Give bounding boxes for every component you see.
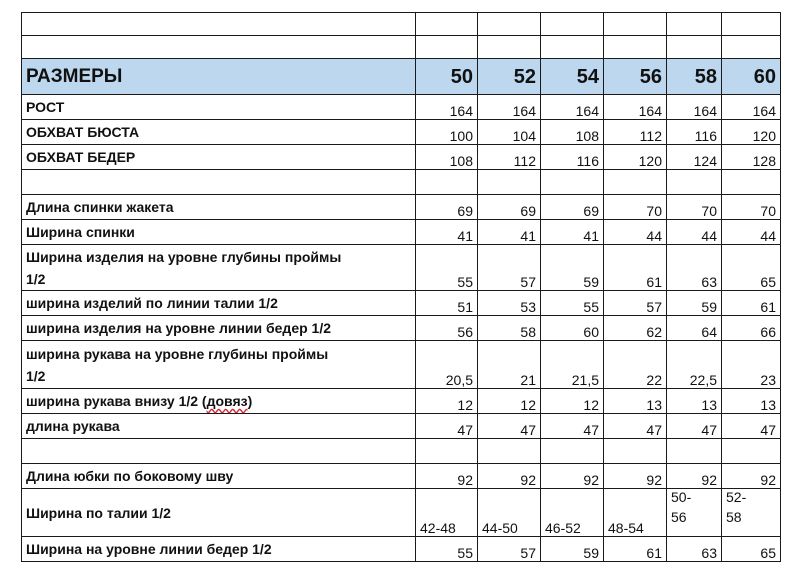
- row-label: ширина изделия на уровне линии бедер 1/2: [22, 316, 416, 341]
- cell-value: 44: [604, 220, 667, 245]
- cell-value: 13: [667, 389, 722, 414]
- cell-value: 112: [604, 120, 667, 145]
- size-header: 54: [541, 59, 604, 95]
- row-label: Ширина по талии 1/2: [22, 489, 416, 537]
- cell-value: 21,5: [541, 341, 604, 389]
- row-label: ОБХВАТ БЕДЕР: [22, 145, 416, 170]
- cell-value: 124: [667, 145, 722, 170]
- table-row: [22, 341, 781, 389]
- size-header: 60: [722, 59, 781, 95]
- cell-value: 120: [604, 145, 667, 170]
- cell-value: 13: [604, 389, 667, 414]
- row-label: Ширина спинки: [22, 220, 416, 245]
- cell-value: 59: [667, 291, 722, 316]
- cell-value: 53: [478, 291, 541, 316]
- cell-value: 92: [722, 464, 781, 489]
- table-row: [22, 537, 781, 562]
- table-row: [22, 95, 781, 120]
- row-label-part: ): [247, 393, 253, 409]
- size-header: 58: [667, 59, 722, 95]
- size-header: 56: [604, 59, 667, 95]
- cell-value-top: 50-: [671, 489, 692, 505]
- table-row: [22, 414, 781, 439]
- row-label: Длина юбки по боковому шву: [22, 464, 416, 489]
- cell-value: 60: [541, 316, 604, 341]
- cell-value-bottom: 58: [726, 509, 742, 525]
- cell-value: 164: [478, 95, 541, 120]
- size-chart-table: [21, 12, 781, 562]
- cell-value: 42-48: [416, 489, 478, 537]
- cell-value: 128: [722, 145, 781, 170]
- cell-value: 116: [667, 120, 722, 145]
- cell-value: 55: [541, 291, 604, 316]
- cell-value: 61: [722, 291, 781, 316]
- cell-value: 164: [722, 95, 781, 120]
- cell-value: 47: [604, 414, 667, 439]
- row-label: Ширина на уровне линии бедер 1/2: [22, 537, 416, 562]
- cell-value: 55: [416, 537, 478, 562]
- cell-value: 20,5: [416, 341, 478, 389]
- table-row: [22, 316, 781, 341]
- row-label: длина рукава: [22, 414, 416, 439]
- cell-value-split: [722, 489, 781, 537]
- cell-value: 44: [722, 220, 781, 245]
- cell-value: 108: [416, 145, 478, 170]
- cell-value: 116: [541, 145, 604, 170]
- cell-value: 51: [416, 291, 478, 316]
- spellcheck-marked-word: довяз: [206, 393, 248, 409]
- header-label: РАЗМЕРЫ: [22, 59, 416, 95]
- cell-value: 64: [667, 316, 722, 341]
- cell-value: 108: [541, 120, 604, 145]
- cell-value: 62: [604, 316, 667, 341]
- blank-row: [22, 170, 781, 195]
- row-label-line: 1/2: [26, 367, 46, 384]
- cell-value: 58: [478, 316, 541, 341]
- cell-value: 104: [478, 120, 541, 145]
- cell-value: 47: [416, 414, 478, 439]
- cell-value: 56: [416, 316, 478, 341]
- row-label: ОБХВАТ БЮСТА: [22, 120, 416, 145]
- cell-value: 47: [722, 414, 781, 439]
- blank-row: [22, 36, 781, 59]
- table-row: [22, 145, 781, 170]
- cell-value: 47: [541, 414, 604, 439]
- cell-value: 92: [478, 464, 541, 489]
- cell-value: 164: [667, 95, 722, 120]
- row-label-line: ширина рукава на уровне глубины проймы: [26, 345, 329, 362]
- cell-value: 47: [667, 414, 722, 439]
- cell-value: 47: [478, 414, 541, 439]
- row-label: Длина спинки жакета: [22, 195, 416, 220]
- cell-value: 63: [667, 245, 722, 291]
- cell-value: 22: [604, 341, 667, 389]
- cell-value: 66: [722, 316, 781, 341]
- cell-value: 23: [722, 341, 781, 389]
- cell-value: 41: [541, 220, 604, 245]
- row-label-part: ширина рукава внизу 1/2 (: [26, 393, 207, 409]
- cell-value: 92: [541, 464, 604, 489]
- cell-value: 69: [541, 195, 604, 220]
- cell-value: 12: [416, 389, 478, 414]
- cell-value: 100: [416, 120, 478, 145]
- cell-value: 59: [541, 537, 604, 562]
- cell-value: 70: [722, 195, 781, 220]
- cell-value: 164: [416, 95, 478, 120]
- cell-value: 59: [541, 245, 604, 291]
- cell-value: 92: [667, 464, 722, 489]
- cell-value: 112: [478, 145, 541, 170]
- table-row: [22, 120, 781, 145]
- cell-value-bottom: 56: [671, 509, 687, 525]
- row-label: ширина изделий по линии талии 1/2: [22, 291, 416, 316]
- cell-value: 57: [604, 291, 667, 316]
- header-row: [22, 59, 781, 95]
- cell-value: 44: [667, 220, 722, 245]
- cell-value: 92: [604, 464, 667, 489]
- table-row: [22, 220, 781, 245]
- table-row: [22, 489, 781, 537]
- cell-value: 120: [722, 120, 781, 145]
- row-label: РОСТ: [22, 95, 416, 120]
- cell-value: 13: [722, 389, 781, 414]
- row-label: [22, 245, 416, 291]
- cell-value: 12: [478, 389, 541, 414]
- table-row: [22, 464, 781, 489]
- cell-value: 41: [416, 220, 478, 245]
- cell-value: 44-50: [478, 489, 541, 537]
- cell-value-top: 52-: [726, 489, 747, 505]
- row-label-line: Ширина изделия на уровне глубины проймы: [26, 248, 342, 265]
- table-row: [22, 389, 781, 414]
- cell-value: 92: [416, 464, 478, 489]
- cell-value: 46-52: [541, 489, 604, 537]
- row-label: [22, 341, 416, 389]
- cell-value: 70: [604, 195, 667, 220]
- row-label: [22, 389, 416, 414]
- cell-value: 164: [541, 95, 604, 120]
- cell-value: 22,5: [667, 341, 722, 389]
- cell-value: 164: [604, 95, 667, 120]
- cell-value: 57: [478, 245, 541, 291]
- table-row: [22, 245, 781, 291]
- cell-value: 65: [722, 245, 781, 291]
- cell-value: 69: [416, 195, 478, 220]
- table-row: [22, 291, 781, 316]
- cell-value: 65: [722, 537, 781, 562]
- cell-value: 55: [416, 245, 478, 291]
- cell-value: 12: [541, 389, 604, 414]
- table-row: [22, 195, 781, 220]
- row-label-line: 1/2: [26, 270, 46, 287]
- cell-value: 61: [604, 245, 667, 291]
- cell-value: 21: [478, 341, 541, 389]
- blank-row: [22, 439, 781, 464]
- cell-value-split: [667, 489, 722, 537]
- blank-row: [22, 13, 781, 36]
- cell-value: 61: [604, 537, 667, 562]
- size-header: 50: [416, 59, 478, 95]
- cell-value: 41: [478, 220, 541, 245]
- cell-value: 48-54: [604, 489, 667, 537]
- cell-value: 70: [667, 195, 722, 220]
- cell-value: 63: [667, 537, 722, 562]
- cell-value: 57: [478, 537, 541, 562]
- size-header: 52: [478, 59, 541, 95]
- cell-value: 69: [478, 195, 541, 220]
